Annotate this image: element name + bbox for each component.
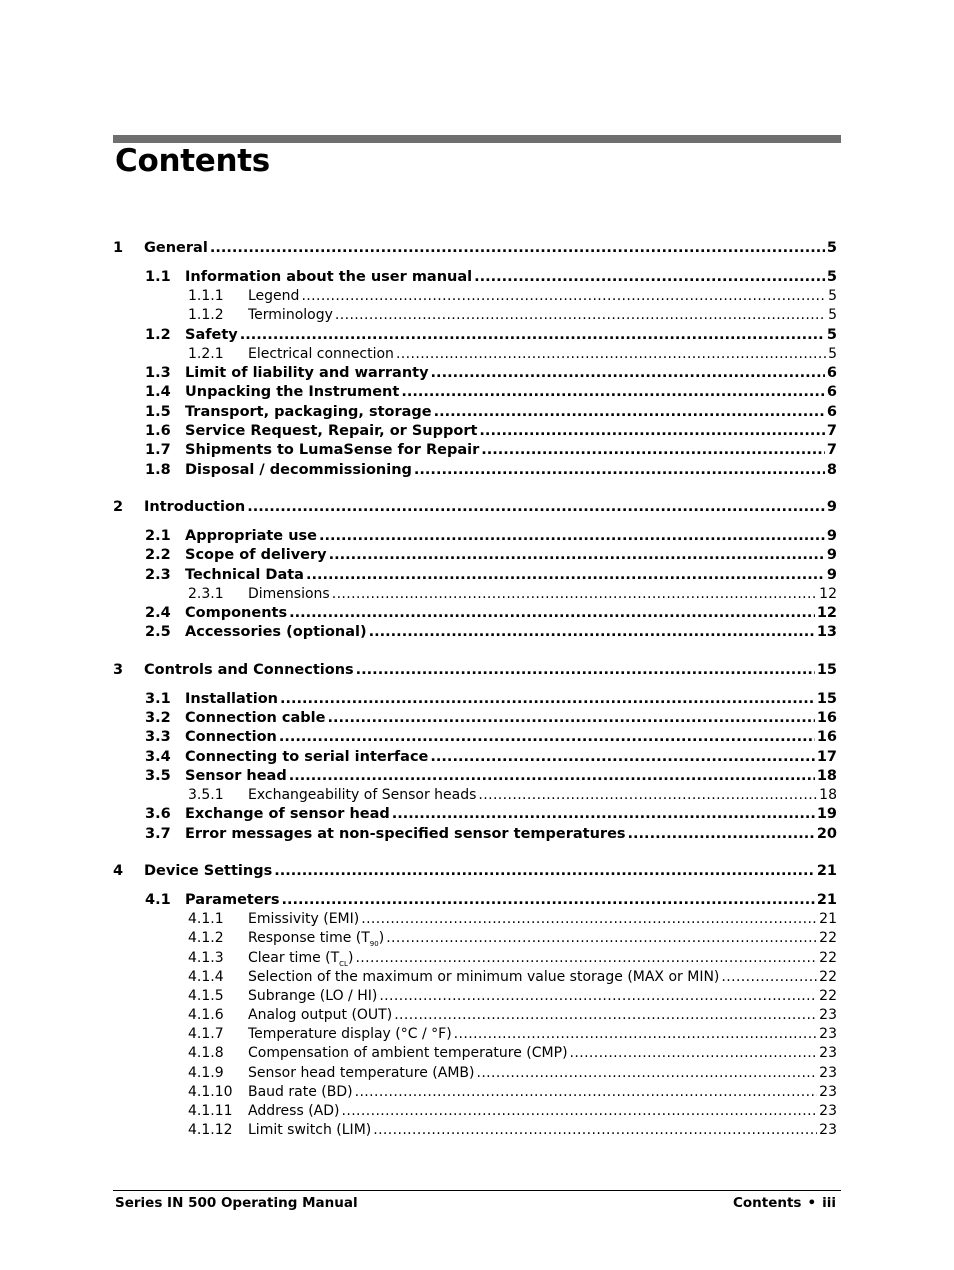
toc-entry-title (248, 586, 330, 602)
toc-entry-number: 2.3.1 (188, 585, 224, 602)
toc-entry-number: 4.1.11 (188, 1103, 233, 1120)
toc-entry-number: 3.5.1 (188, 787, 224, 804)
toc-entry-title-text: Components (185, 605, 288, 622)
toc-entry-title (144, 240, 208, 256)
toc-entry-number: 2.4 (145, 605, 171, 622)
toc-leader-dots (481, 442, 825, 458)
toc-entry-page: 5 (828, 288, 837, 305)
toc-entry-title (185, 462, 412, 478)
toc-entry-title (185, 365, 429, 381)
toc-entry-number: 1.2.1 (188, 345, 224, 362)
toc-entry-title-text: Selection of the maximum or minimum value storage (MAX or MIN) (248, 968, 720, 985)
toc-entry-page: 22 (819, 987, 837, 1004)
toc-entry-page: 23 (819, 1026, 837, 1043)
toc-entry-page: 5 (826, 326, 837, 343)
toc-entry-page: 9 (826, 547, 837, 564)
toc-entry[interactable] (113, 624, 837, 643)
toc-entry[interactable] (113, 605, 837, 624)
toc-entry-page: 15 (816, 690, 837, 707)
toc-entry[interactable] (113, 787, 837, 806)
toc-entry-number: 4.1.7 (188, 1026, 224, 1043)
toc-entry-title (248, 1007, 392, 1023)
toc-entry-number: 1.8 (145, 461, 171, 478)
toc-leader-dots (319, 528, 825, 544)
toc-entry-page: 16 (816, 729, 837, 746)
toc-leader-dots (281, 892, 814, 908)
toc-entry-page: 22 (819, 930, 837, 947)
toc-entry-title-text: Legend (248, 288, 300, 305)
toc-entry-title (185, 269, 472, 285)
toc-leader-dots (721, 969, 817, 985)
footer-rule (113, 1190, 841, 1191)
toc-entry-title (248, 787, 476, 803)
toc-leader-dots (356, 662, 815, 678)
toc-leader-dots (289, 605, 815, 621)
toc-entry-page: 23 (819, 1103, 837, 1120)
toc-entry-page: 23 (819, 1007, 837, 1024)
toc-entry-title (144, 662, 354, 678)
toc-entry-title-text: Installation (185, 690, 278, 707)
toc-entry-title (185, 528, 317, 544)
toc-entry-title-text: Transport, packaging, storage (185, 403, 432, 420)
toc-entry-title-text: Exchangeability of Sensor heads (248, 787, 477, 804)
toc-entry-number: 1.4 (145, 384, 171, 401)
toc-leader-dots (394, 1007, 817, 1023)
toc-entry-title (185, 404, 432, 420)
toc-entry-title-text: Dimensions (248, 585, 330, 602)
toc-entry[interactable] (113, 586, 837, 605)
toc-entry-number: 3 (113, 661, 124, 678)
toc-entry-number: 1.1 (145, 269, 171, 285)
toc-entry[interactable] (113, 499, 837, 519)
footer-page-number: iii (822, 1195, 836, 1211)
toc-entry[interactable] (113, 1065, 837, 1084)
toc-entry-title-text: Disposal / decommissioning (185, 461, 412, 478)
toc-entry-title-text: Connecting to serial interface (185, 748, 429, 765)
toc-entry-page: 23 (819, 1122, 837, 1139)
toc-entry-title-text: Limit of liability and warranty (185, 365, 429, 382)
toc-entry-page: 13 (816, 624, 837, 641)
toc-entry-title-suffix: ) (378, 930, 385, 947)
toc-entry-page: 17 (816, 748, 837, 765)
toc-leader-dots (379, 988, 817, 1004)
toc-leader-dots (279, 729, 815, 745)
toc-leader-dots (369, 624, 815, 640)
toc-entry-page: 6 (826, 384, 837, 401)
toc-leader-dots (434, 404, 825, 420)
toc-entry-title-text: Limit switch (LIM) (248, 1122, 372, 1139)
toc-entry-title (248, 950, 353, 968)
toc-entry[interactable] (113, 911, 837, 930)
toc-entry-number: 4.1.9 (188, 1064, 224, 1081)
toc-entry-page: 18 (816, 767, 837, 784)
toc-entry-title-text: Exchange of sensor head (185, 806, 390, 823)
toc-entry-page: 9 (826, 566, 837, 583)
toc-entry-number: 4.1.4 (188, 968, 224, 985)
toc-entry-title (248, 969, 719, 985)
toc-entry-page: 22 (819, 968, 837, 985)
toc-entry[interactable] (113, 1045, 837, 1064)
toc-entry-subscript: 90 (369, 940, 379, 949)
toc-leader-dots (479, 423, 824, 439)
toc-entry-number: 4.1.5 (188, 987, 224, 1004)
toc-entry-title-text: Compensation of ambient temperature (CMP) (248, 1045, 568, 1062)
toc-entry-page: 19 (816, 806, 837, 823)
toc-entry-title (248, 1084, 353, 1100)
toc-entry[interactable] (113, 288, 837, 307)
toc-entry-number: 3.1 (145, 690, 171, 707)
toc-entry[interactable] (113, 969, 837, 988)
toc-entry-title-text: Introduction (144, 498, 246, 515)
toc-leader-dots (274, 863, 815, 879)
toc-entry-title-text: Information about the user manual (185, 269, 473, 285)
toc-entry[interactable] (113, 384, 837, 403)
toc-entry-number: 4 (113, 862, 124, 879)
toc-entry-title (248, 1122, 371, 1138)
toc-entry-number: 4.1.6 (188, 1007, 224, 1024)
toc-leader-dots (327, 710, 814, 726)
toc-entry-number: 2.3 (145, 566, 171, 583)
toc-entry-title (185, 423, 477, 439)
toc-entry-title (185, 826, 626, 842)
toc-entry-page: 21 (819, 911, 837, 928)
toc-entry[interactable] (113, 1026, 837, 1045)
toc-entry-page: 23 (819, 1045, 837, 1062)
toc-entry-page: 5 (828, 345, 837, 362)
toc-leader-dots (373, 1122, 817, 1138)
toc-entry-page: 21 (816, 891, 837, 908)
toc-entry[interactable] (113, 930, 837, 949)
toc-entry-page: 23 (819, 1064, 837, 1081)
toc-entry-page: 12 (816, 605, 837, 622)
toc-leader-dots (361, 911, 817, 927)
toc-entry-title (144, 499, 245, 515)
toc-entry[interactable] (113, 307, 837, 326)
toc-entry-title-text: General (144, 240, 208, 256)
toc-entry-page: 9 (826, 527, 837, 544)
toc-entry-title-text: Shipments to LumaSense for Repair (185, 442, 480, 459)
footer-bullet: • (807, 1195, 817, 1211)
toc-entry-title (185, 567, 304, 583)
toc-leader-dots (401, 384, 825, 400)
toc-entry-page: 22 (819, 949, 837, 966)
toc-entry[interactable] (113, 365, 837, 384)
toc-leader-dots (332, 586, 817, 602)
toc-entry[interactable] (113, 662, 837, 682)
toc-entry[interactable] (113, 269, 837, 288)
toc-entry[interactable] (113, 567, 837, 586)
toc-entry-number: 2 (113, 498, 124, 515)
toc-entry[interactable] (113, 988, 837, 1007)
toc-leader-dots (355, 1084, 818, 1100)
toc-entry-number: 1.5 (145, 403, 171, 420)
toc-leader-dots (342, 1103, 818, 1119)
toc-entry-number: 1.1.1 (188, 288, 224, 305)
toc-entry[interactable] (113, 327, 837, 346)
toc-entry[interactable] (113, 729, 837, 748)
toc-entry-title (185, 327, 238, 343)
toc-leader-dots (431, 365, 825, 381)
toc-entry[interactable] (113, 691, 837, 710)
toc-entry-title (248, 346, 394, 362)
toc-entry-number: 1.1.2 (188, 307, 224, 324)
toc-entry-title-text: Sensor head temperature (AMB) (248, 1064, 475, 1081)
toc-leader-dots (430, 749, 814, 765)
toc-entry-number: 3.4 (145, 748, 171, 765)
toc-leader-dots (392, 806, 815, 822)
toc-entry-title-text: Temperature display (°C / °F) (248, 1026, 452, 1043)
toc-leader-dots (355, 950, 817, 966)
toc-leader-dots (396, 346, 826, 362)
toc-entry[interactable] (113, 528, 837, 547)
toc-entry-number: 1.7 (145, 442, 171, 459)
toc-entry-page: 21 (816, 862, 837, 879)
toc-entry-title-text: Scope of delivery (185, 547, 327, 564)
toc-entry-number: 2.5 (145, 624, 171, 641)
page-title: Contents (115, 143, 270, 179)
toc-entry-number: 1.6 (145, 423, 171, 440)
toc-entry-page: 6 (826, 365, 837, 382)
toc-entry[interactable] (113, 442, 837, 461)
toc-leader-dots (386, 930, 817, 946)
toc-leader-dots (476, 1065, 817, 1081)
toc-entry-title (185, 624, 367, 640)
toc-entry[interactable] (113, 710, 837, 729)
toc-entry-page: 6 (826, 403, 837, 420)
toc-leader-dots (478, 787, 817, 803)
toc-entry-title (144, 863, 272, 879)
toc-entry-title-text: Subrange (LO / HI) (248, 987, 378, 1004)
toc-entry-page: 7 (826, 423, 837, 440)
toc-entry-page: 20 (816, 825, 837, 842)
toc-entry[interactable] (113, 1007, 837, 1026)
toc-entry-title (185, 710, 325, 726)
toc-entry-number: 4.1.1 (188, 911, 224, 928)
toc-leader-dots (301, 288, 826, 304)
toc-entry-number: 3.6 (145, 806, 171, 823)
toc-entry[interactable] (113, 462, 837, 481)
toc-leader-dots (414, 462, 825, 478)
toc-entry-title-text: Address (AD) (248, 1103, 340, 1120)
toc-entry[interactable] (113, 547, 837, 566)
toc-entry-title (185, 691, 278, 707)
toc-entry[interactable] (113, 806, 837, 825)
toc-entry-title (185, 547, 327, 563)
toc-entry-title (248, 1103, 340, 1119)
toc-entry-page: 15 (816, 661, 837, 678)
toc-entry-title-text: Electrical connection (248, 345, 394, 362)
toc-entry-title-text: Controls and Connections (144, 661, 354, 678)
toc-entry-title-text: Analog output (OUT) (248, 1007, 393, 1024)
toc-leader-dots (335, 307, 826, 323)
toc-entry[interactable] (113, 1084, 837, 1103)
toc-leader-dots (306, 567, 825, 583)
toc-entry-title (248, 1045, 568, 1061)
footer-section: Contents (732, 1195, 802, 1211)
toc-entry[interactable] (113, 863, 837, 883)
toc-entry-title (248, 288, 299, 304)
toc-entry[interactable] (113, 768, 837, 787)
toc-entry-title-text: Technical Data (185, 566, 304, 583)
toc-entry[interactable] (113, 749, 837, 768)
toc-entry-title-text: Connection cable (185, 709, 326, 726)
toc-entry[interactable] (113, 423, 837, 442)
toc-entry-number: 3.7 (145, 825, 171, 842)
table-of-contents (113, 240, 837, 1141)
toc-leader-dots (240, 327, 825, 343)
toc-entry-number: 4.1.2 (188, 930, 224, 947)
toc-entry-title (248, 911, 359, 927)
toc-entry-title (248, 307, 333, 323)
toc-entry-title (185, 806, 390, 822)
toc-entry-title-text: Clear time (T (248, 949, 340, 966)
footer-manual-title: Series IN 500 Operating Manual (115, 1195, 358, 1211)
toc-entry-title-text: Error messages at non-specified sensor temperatures (185, 825, 626, 842)
toc-entry-title-text: Baud rate (BD) (248, 1083, 353, 1100)
toc-entry-title (185, 729, 277, 745)
toc-entry-number: 4.1.8 (188, 1045, 224, 1062)
toc-entry[interactable] (113, 1122, 837, 1141)
toc-leader-dots (570, 1045, 818, 1061)
toc-entry-title-text: Service Request, Repair, or Support (185, 423, 478, 440)
toc-entry-page: 16 (816, 709, 837, 726)
toc-entry-number: 4.1.12 (188, 1122, 233, 1139)
toc-entry-page: 5 (826, 269, 837, 285)
toc-entry-page: 5 (828, 307, 837, 324)
toc-entry-number: 3.5 (145, 767, 171, 784)
toc-entry-page: 5 (826, 240, 837, 256)
toc-entry[interactable] (113, 950, 837, 969)
toc-entry-number: 1 (113, 240, 124, 256)
toc-entry-page: 9 (826, 498, 837, 515)
toc-entry-number: 4.1.10 (188, 1083, 233, 1100)
toc-entry-title-text: Sensor head (185, 767, 287, 784)
toc-entry-title (185, 442, 479, 458)
toc-entry[interactable] (113, 404, 837, 423)
toc-entry[interactable] (113, 1103, 837, 1122)
toc-entry-number: 3.3 (145, 729, 171, 746)
toc-entry-title (185, 605, 287, 621)
toc-entry-title-text: Emissivity (EMI) (248, 911, 360, 928)
toc-entry-title-text: Accessories (optional) (185, 624, 367, 641)
toc-entry-title (248, 988, 377, 1004)
toc-entry-title-text: Safety (185, 326, 238, 343)
toc-leader-dots (280, 691, 815, 707)
toc-entry[interactable] (113, 346, 837, 365)
toc-entry-page: 18 (819, 787, 837, 804)
toc-entry-title (185, 892, 279, 908)
toc-entry[interactable] (113, 892, 837, 911)
toc-entry-number: 2.2 (145, 547, 171, 564)
toc-entry-page: 8 (826, 461, 837, 478)
toc-leader-dots (289, 768, 815, 784)
toc-entry-page: 12 (819, 585, 837, 602)
toc-entry-title-text: Appropriate use (185, 527, 317, 544)
toc-entry-title-suffix: ) (347, 949, 354, 966)
toc-leader-dots (210, 240, 825, 256)
toc-entry-number: 4.1 (145, 891, 171, 908)
toc-leader-dots (247, 499, 825, 515)
toc-entry-subscript: CL (339, 959, 348, 968)
footer-page-info (733, 1195, 836, 1211)
toc-entry-number: 4.1.3 (188, 949, 224, 966)
toc-entry[interactable] (113, 826, 837, 845)
toc-entry-title-text: Terminology (248, 307, 333, 324)
toc-leader-dots (628, 826, 815, 842)
toc-entry-page: 7 (826, 442, 837, 459)
toc-entry-title (185, 384, 399, 400)
toc-entry-number: 3.2 (145, 709, 171, 726)
toc-leader-dots (474, 269, 825, 285)
toc-entry-title (248, 930, 384, 948)
toc-entry-number: 1.3 (145, 365, 171, 382)
toc-entry-title-text: Unpacking the Instrument (185, 384, 400, 401)
toc-entry[interactable] (113, 240, 837, 260)
toc-entry-title (185, 749, 428, 765)
title-rule (113, 135, 841, 143)
toc-entry-title (248, 1026, 452, 1042)
toc-entry-page: 23 (819, 1083, 837, 1100)
toc-entry-number: 1.2 (145, 326, 171, 343)
toc-entry-title (248, 1065, 474, 1081)
toc-entry-title-text: Connection (185, 729, 277, 746)
toc-leader-dots (454, 1026, 818, 1042)
toc-entry-title-text: Response time (T (248, 930, 370, 947)
toc-entry-number: 2.1 (145, 527, 171, 544)
toc-leader-dots (329, 547, 825, 563)
toc-entry-title-text: Device Settings (144, 862, 273, 879)
toc-entry-title-text: Parameters (185, 891, 280, 908)
toc-entry-title (185, 768, 287, 784)
